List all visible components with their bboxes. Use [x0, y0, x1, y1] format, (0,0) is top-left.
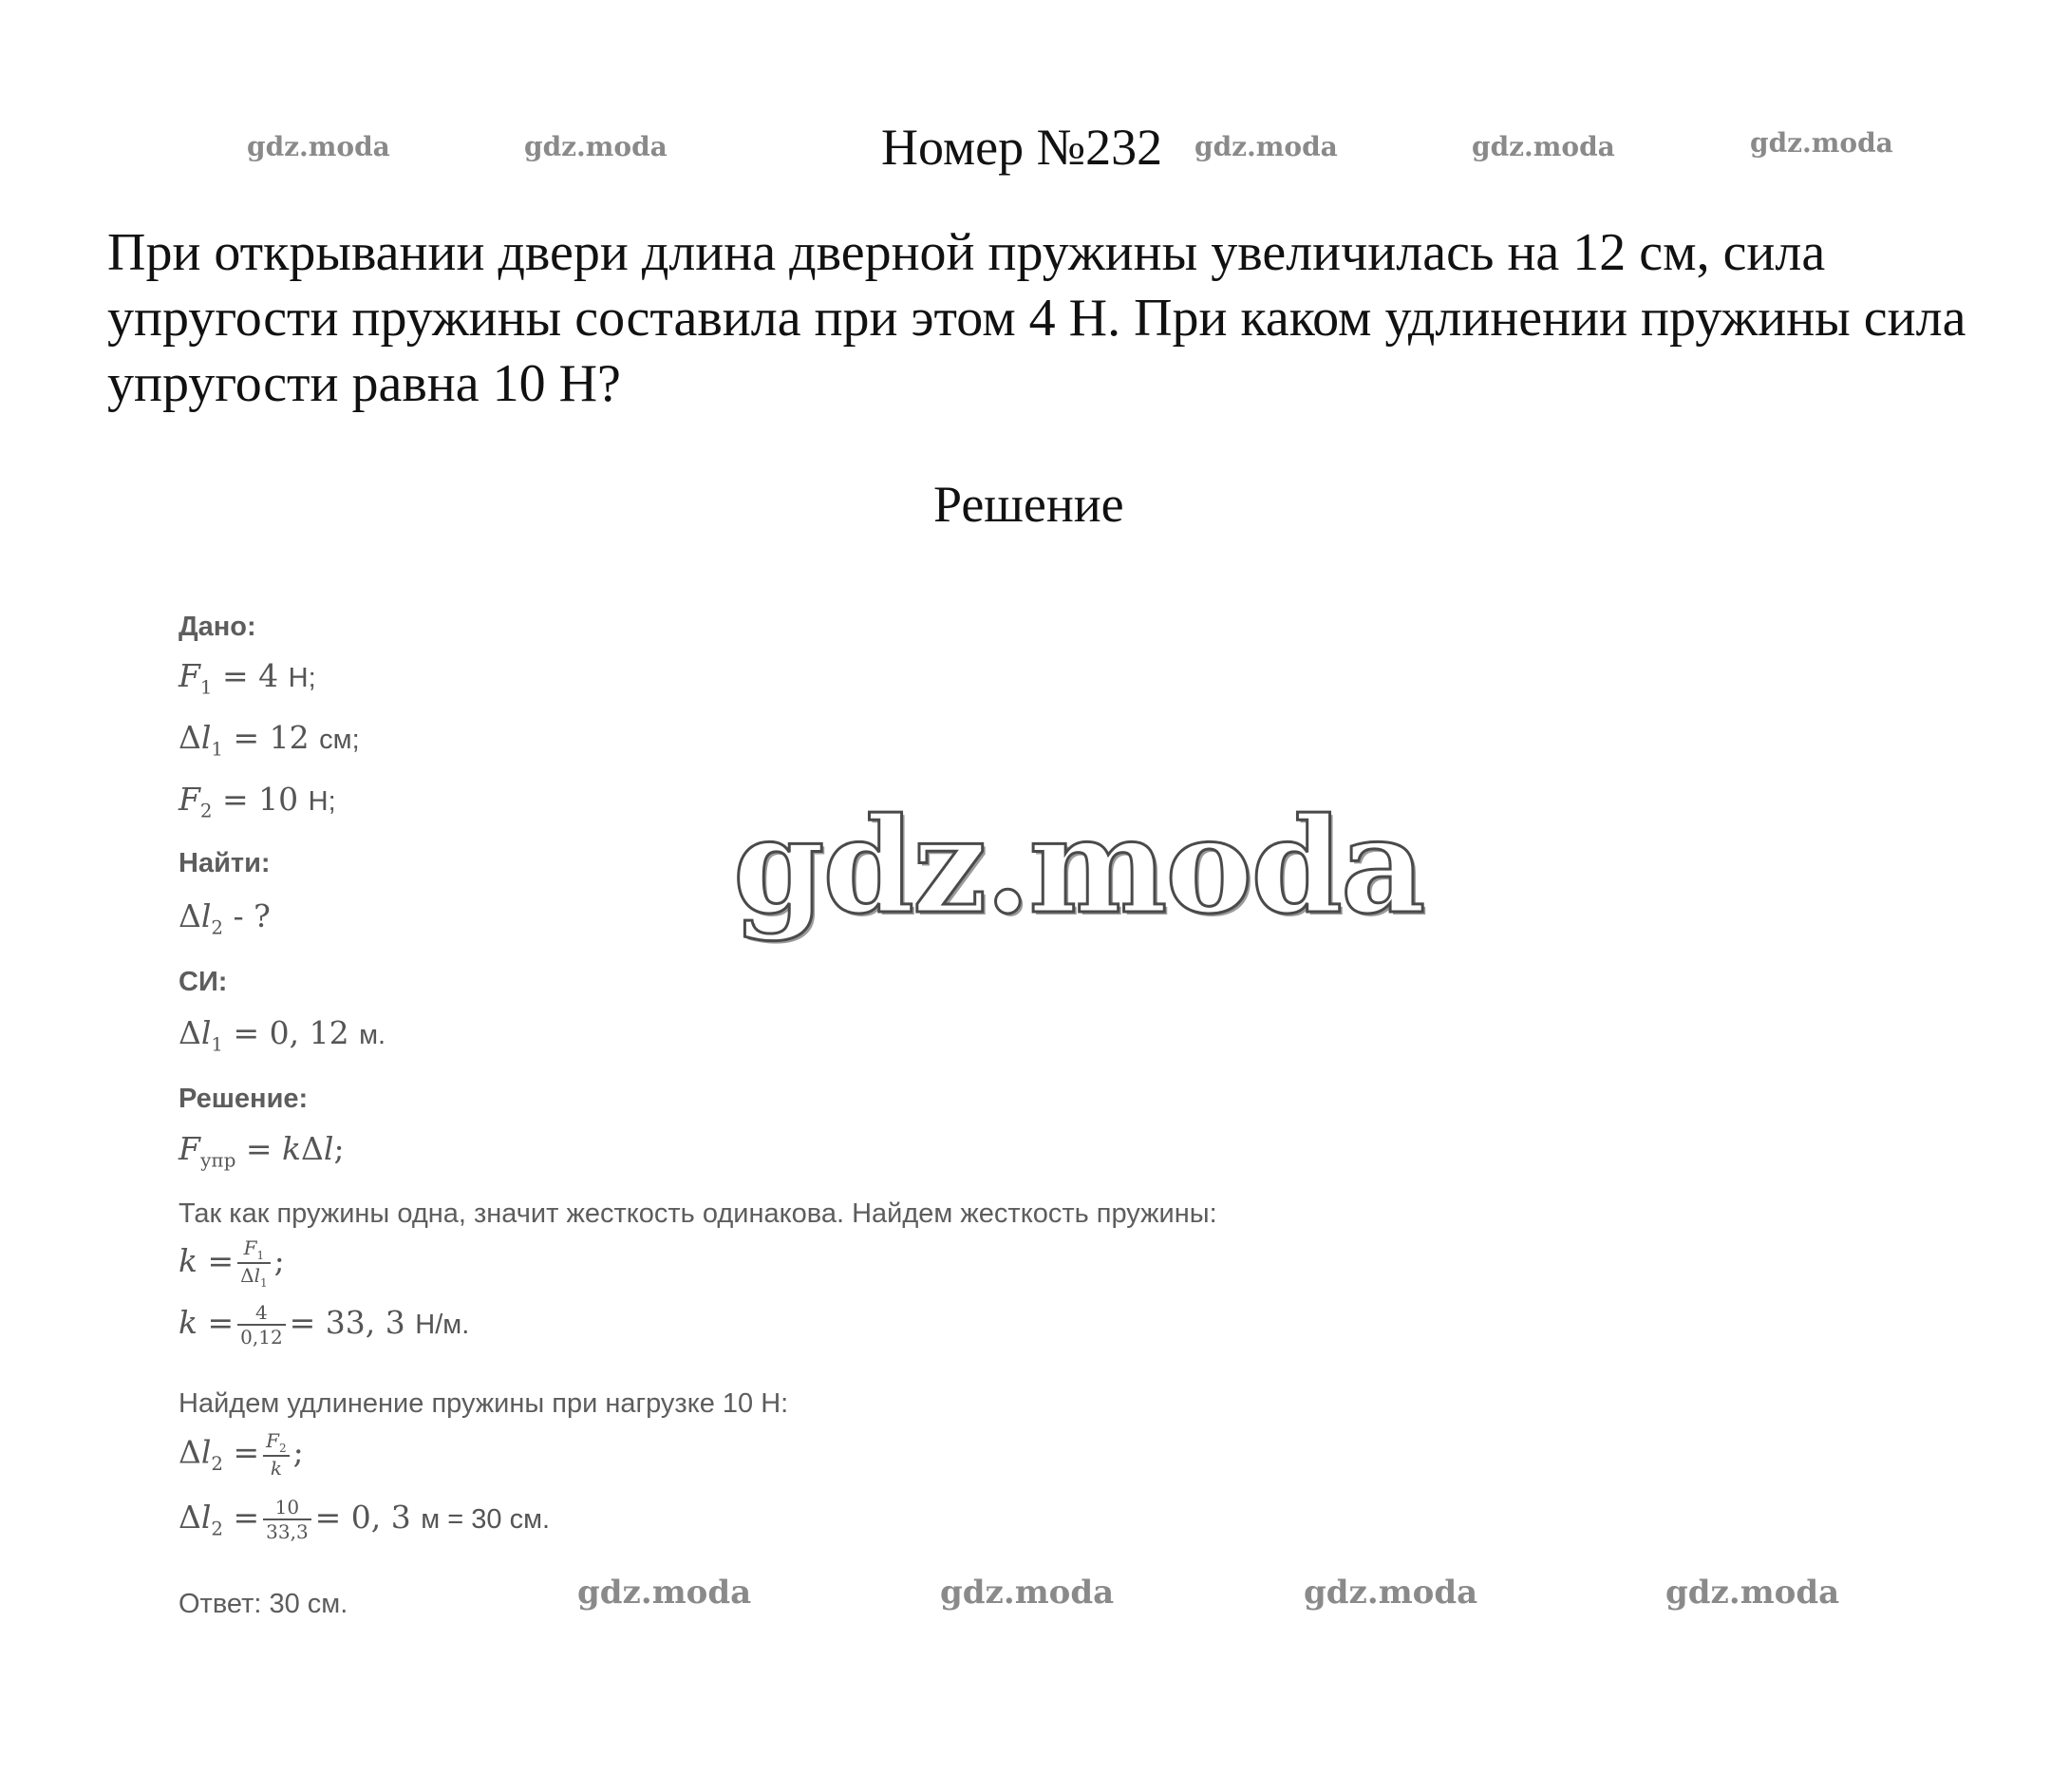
given-dl1: $\Delta l_1 = 12$ см; [179, 719, 360, 761]
watermark-text: gdz.moda [940, 1574, 1115, 1612]
solution-heading: Решение [933, 476, 1124, 533]
solution-label: Решение: [179, 1084, 309, 1114]
watermark-text: gdz.moda [577, 1574, 752, 1612]
watermark-text: gdz.moda [1472, 131, 1615, 162]
find-label: Найти: [179, 848, 271, 878]
problem-text: При открывании двери длина дверной пружины увеличилась на 12 см, сила упругости пружины составила при этом 4 Н. При каком удлинении пружины сила упругости равна 10 Н? [107, 223, 1966, 413]
watermark-text: gdz.moda [1665, 1574, 1840, 1612]
si-dl1: $\Delta l_1 = 0$, 12 м. [179, 1014, 386, 1056]
watermark-text: gdz.moda [1750, 127, 1893, 159]
formula-k: k = $\frac{F_1}{\Delta l_1}$ ; [179, 1236, 285, 1290]
solution-text-stiffness: Так как пружины одна, значит жесткость одинакова. Найдем жесткость пружины: [179, 1198, 1217, 1229]
formula-hooke: $F_{упр} = k\Delta l$; [179, 1130, 345, 1172]
watermark-text: gdz.moda [1194, 131, 1338, 162]
formula-k-value: k = $\frac{4}{0,12}$ = 33, 3 Н/м. [179, 1301, 470, 1349]
answer-text: Ответ: 30 см. [179, 1589, 348, 1619]
given-label: Дано: [179, 612, 256, 642]
formula-dl2-value: $\Delta l_2$ = $\frac{10}{33,3}$ = 0, 3 м = 30 см. [179, 1496, 551, 1543]
watermark-text: gdz.moda [1304, 1574, 1478, 1612]
si-label: СИ: [179, 967, 228, 997]
page-title: Номер №232 [881, 119, 1163, 176]
given-f2: $F_2 = 10$ Н; [179, 781, 336, 822]
find-dl2: $\Delta l_2$ - ? [179, 897, 271, 939]
given-f1: $F_1 = 4$ Н; [179, 657, 316, 699]
unit: Н; [288, 663, 316, 693]
formula-dl2: $\Delta l_2$ = $\frac{F_2}{k}$ ; [179, 1429, 304, 1480]
solution-text-elongation: Найдем удлинение пружины при нагрузке 10 Н: [179, 1388, 789, 1419]
unit: см; [319, 725, 360, 755]
unit: м = 30 см. [421, 1504, 551, 1535]
watermark-logo: gdz.moda [733, 788, 1424, 943]
unit: Н/м. [415, 1310, 470, 1340]
watermark-text: gdz.moda [247, 131, 390, 162]
unit: м. [359, 1020, 386, 1050]
unit: Н; [308, 786, 336, 817]
watermark-text: gdz.moda [524, 131, 668, 162]
